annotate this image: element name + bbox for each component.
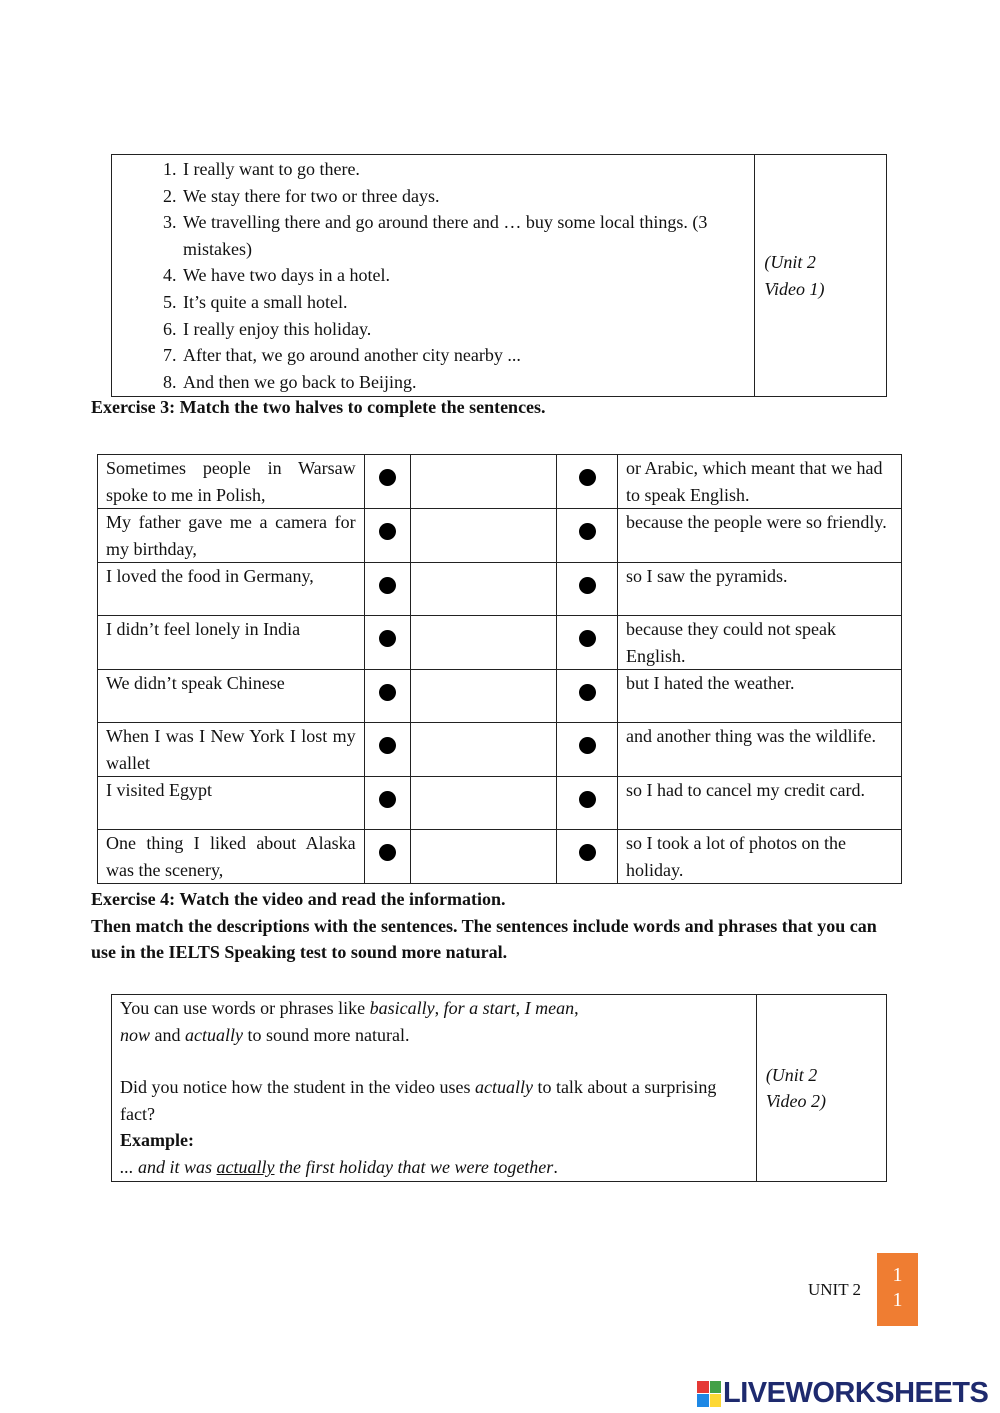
phrase-for-a-start: for a start: [443, 998, 516, 1018]
left-match-dot[interactable]: [379, 844, 396, 861]
page-number-box: [877, 1253, 918, 1326]
right-match-dot[interactable]: [579, 844, 596, 861]
sentence-second-half: but I hated the weather.: [618, 670, 902, 723]
sentence-second-half: because they could not speak English.: [618, 616, 902, 670]
left-match-dot-cell: [364, 509, 411, 563]
matching-gap: [411, 777, 557, 830]
sentence-first-half: I loved the food in Germany,: [98, 563, 365, 616]
left-match-dot[interactable]: [379, 737, 396, 754]
sentences-list: [112, 156, 748, 395]
sentence-item: 2. We stay there for two or three days.: [181, 183, 748, 210]
phrase-basically: basically: [369, 998, 435, 1018]
left-match-dot[interactable]: [379, 523, 396, 540]
sentence-first-half: One thing I liked about Alaska was the scenery,: [98, 830, 365, 884]
text-span: .: [553, 1156, 558, 1177]
phrase-actually: actually: [474, 1077, 533, 1098]
sentence-second-half: so I took a lot of photos on the holiday.: [618, 830, 902, 884]
right-match-dot-cell: [556, 563, 617, 616]
phrase-i-mean: I mean: [524, 998, 575, 1018]
example-label: Example:: [120, 1130, 194, 1151]
matching-gap: [411, 616, 557, 670]
text-span: and: [150, 1024, 186, 1045]
sentences-list-cell: [112, 155, 755, 397]
right-match-dot[interactable]: [579, 791, 596, 808]
text-span: You can use words or phrases like: [120, 998, 370, 1018]
sentence-first-half: I didn’t feel lonely in India: [98, 616, 365, 670]
sentence-second-half: because the people were so friendly.: [618, 509, 902, 563]
left-match-dot-cell: [364, 830, 411, 884]
video-reference-cell: [755, 155, 887, 397]
sentence-first-half: I visited Egypt: [98, 777, 365, 830]
sentence-first-half: When I was I New York I lost my wallet: [98, 723, 365, 777]
matching-gap: [411, 455, 557, 509]
sentence-item: 7. After that, we go around another city nearby ...: [181, 342, 748, 369]
sentence-item: 6. I really enjoy this holiday.: [181, 316, 748, 343]
left-match-dot[interactable]: [379, 630, 396, 647]
information-table: [111, 994, 887, 1182]
right-match-dot-cell: [556, 616, 617, 670]
video-reference-line1: (Unit 2: [765, 1064, 818, 1085]
text-span: ,: [574, 998, 579, 1018]
text-span: ... and it was: [120, 1156, 217, 1177]
sentence-item: 1. I really want to go there.: [181, 156, 748, 183]
matching-row: [98, 723, 902, 777]
text-span: to sound more natural.: [243, 1024, 410, 1045]
right-match-dot[interactable]: [579, 737, 596, 754]
right-match-dot-cell: [556, 830, 617, 884]
sentence-second-half: so I saw the pyramids.: [618, 563, 902, 616]
right-match-dot[interactable]: [579, 469, 596, 486]
text-span: ,: [434, 998, 444, 1018]
left-match-dot[interactable]: [379, 791, 396, 808]
matching-gap: [411, 509, 557, 563]
logo-square: [710, 1394, 722, 1407]
information-cell: [112, 995, 757, 1182]
exercise-4-heading-line2: Then match the descriptions with the sentences. The sentences include words and phrases that you can use in the IELTS Speaking test to sound more natural.: [91, 915, 877, 962]
matching-row: [98, 509, 902, 563]
matching-gap: [411, 670, 557, 723]
text-span: ,: [515, 998, 525, 1018]
logo-mark-icon: [697, 1381, 721, 1407]
right-match-dot-cell: [556, 777, 617, 830]
sentence-item: 4. We have two days in a hotel.: [181, 262, 748, 289]
liveworksheets-logo: [697, 1377, 988, 1410]
information-paragraph-1: [120, 995, 748, 1048]
unit-label: UNIT 2: [808, 1280, 862, 1299]
matching-row: [98, 455, 902, 509]
exercise-4-heading-line1: Exercise 4: Watch the video and read the information.: [91, 889, 506, 909]
sentences-table: [111, 154, 887, 397]
right-match-dot[interactable]: [579, 577, 596, 594]
video-reference-line2: Video 1): [764, 278, 825, 299]
left-match-dot-cell: [364, 777, 411, 830]
phrase-now: now: [120, 1024, 151, 1045]
matching-gap: [411, 563, 557, 616]
video-reference-line1: (Unit 2: [764, 251, 816, 272]
matching-table: [97, 454, 902, 884]
left-match-dot-cell: [364, 723, 411, 777]
left-match-dot[interactable]: [379, 577, 396, 594]
right-match-dot-cell: [556, 455, 617, 509]
underlined-actually: actually: [216, 1156, 275, 1177]
sentence-item: 5. It’s quite a small hotel.: [181, 289, 748, 316]
exercise-3-heading: Exercise 3: Match the two halves to complete the sentences.: [91, 397, 546, 417]
matching-row: [98, 830, 902, 884]
right-match-dot-cell: [556, 670, 617, 723]
matching-row: [98, 563, 902, 616]
left-match-dot[interactable]: [379, 469, 396, 486]
sentence-first-half: We didn’t speak Chinese: [98, 670, 365, 723]
left-match-dot-cell: [364, 563, 411, 616]
phrase-actually: actually: [185, 1024, 243, 1045]
logo-square: [710, 1381, 722, 1394]
text-span: the first holiday that we were together: [274, 1156, 554, 1177]
matching-row: [98, 616, 902, 670]
matching-gap: [411, 723, 557, 777]
sentence-second-half: or Arabic, which meant that we had to speak English.: [618, 455, 902, 509]
matching-row: [98, 777, 902, 830]
left-match-dot[interactable]: [379, 684, 396, 701]
information-paragraph-2: [120, 1074, 748, 1127]
example-sentence: [120, 1154, 748, 1181]
right-match-dot-cell: [556, 509, 617, 563]
page-number-digit: 1: [892, 1289, 903, 1311]
left-match-dot-cell: [364, 616, 411, 670]
sentence-item: 8. And then we go back to Beijing.: [181, 369, 748, 396]
matching-row: [98, 670, 902, 723]
text-span: Did you notice how the student in the video uses: [120, 1077, 475, 1098]
page-number-digit: 1: [892, 1264, 903, 1286]
right-match-dot[interactable]: [579, 630, 596, 647]
logo-text: LIVEWORKSHEETS: [723, 1377, 989, 1409]
sentence-second-half: and another thing was the wildlife.: [618, 723, 902, 777]
right-match-dot[interactable]: [579, 523, 596, 540]
sentence-first-half: My father gave me a camera for my birthday,: [98, 509, 365, 563]
exercise-4-heading: [91, 886, 906, 966]
right-match-dot-cell: [556, 723, 617, 777]
video-reference-cell: [756, 995, 886, 1182]
text-span: to talk about a surprising fact?: [120, 1077, 717, 1124]
video-reference-line2: Video 2): [765, 1090, 826, 1111]
sentence-item: 3. We travelling there and go around there and … buy some local things. (3 mistakes): [181, 209, 748, 262]
matching-gap: [411, 830, 557, 884]
logo-square: [697, 1394, 709, 1407]
left-match-dot-cell: [364, 670, 411, 723]
sentence-first-half: Sometimes people in Warsaw spoke to me in Polish,: [98, 455, 365, 509]
right-match-dot[interactable]: [579, 684, 596, 701]
logo-square: [697, 1381, 709, 1394]
left-match-dot-cell: [364, 455, 411, 509]
sentence-second-half: so I had to cancel my credit card.: [618, 777, 902, 830]
